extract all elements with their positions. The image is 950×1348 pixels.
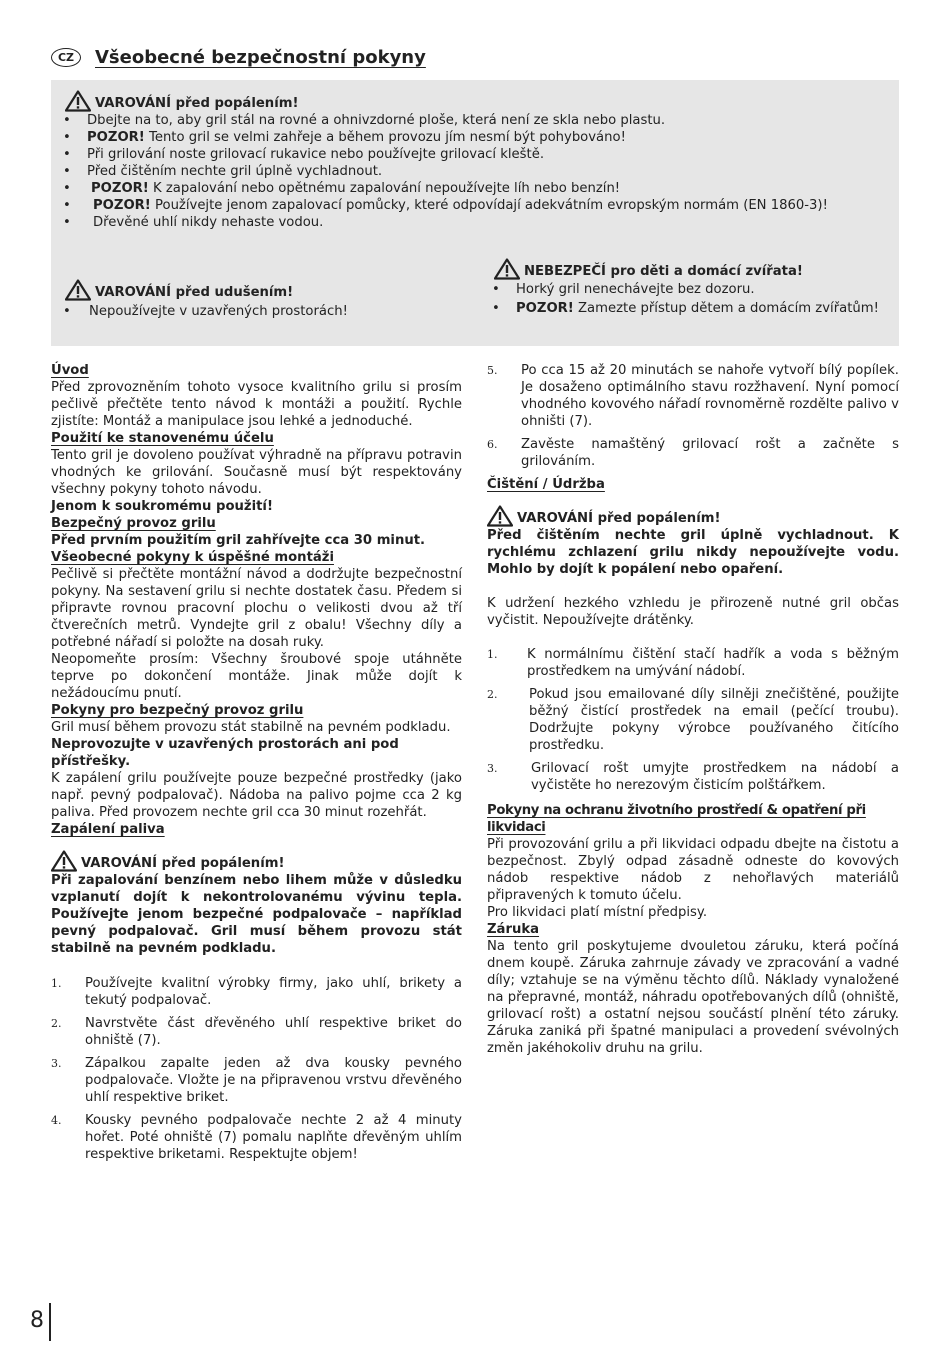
steps-list (51, 975, 462, 1163)
list-item: 3. Grilovací rošt umyjte prostředkem na nádobí a vyčistěte ho nerezovým čisticím polštářkem. (487, 761, 899, 793)
left-column (51, 362, 462, 1169)
paragraph-bold: Neprovozujte v uzavřených prostorách ani pod přístřešky. (51, 737, 399, 769)
section-heading: Použití ke stanovenému účelu (51, 431, 274, 446)
section-heading: Zapálení paliva (51, 822, 165, 837)
safety-box (51, 80, 899, 346)
list-item: • Před čištěním nechte gril úplně vychladnout. (51, 163, 885, 180)
warning-icon (487, 505, 513, 527)
list-item: • Při grilování noste grilovací rukavice nebo používejte grilovací kleště. (51, 146, 885, 163)
section-heading: Čištění / Údržba (487, 477, 605, 492)
list-item: 4. Kousky pevného podpalovače nechte 2 až 4 minuty hořet. Poté ohniště (7) pomalu naplňte dřevěným uhlím respektive briketami. Respektujte objem! (51, 1113, 462, 1162)
list-item: 3. Zápalkou zapalte jeden až dva kousky pevného podpalovače. Vložte je na připravenou vrstvu dřevěného uhlí respektive briket. (51, 1056, 462, 1105)
list-item: 6. Zavěste namaštěný grilovací rošt a začněte s grilováním. (487, 437, 899, 469)
list-item: 2. Navrstvěte část dřevěného uhlí respektive briket do ohniště (7). (51, 1016, 462, 1048)
paragraph-bold: Před prvním použitím gril zahřívejte cca 30 minut. (51, 533, 426, 548)
section-heading: Všeobecné pokyny k úspěšné montáži (51, 550, 334, 565)
section-heading: Úvod (51, 363, 89, 378)
list-item: 5. Po cca 15 až 20 minutách se nahoře vytvoří bílý popílek. Je dosaženo optimálního stavu rozžhavení. Nyní pomocí vhodného kovového nářadí rovnoměrně rozdělte palivo v ohništi (7). (487, 363, 899, 429)
paragraph-bold: Jenom k soukromému použití! (51, 499, 273, 514)
list-item: • POZOR! K zapalování nebo opětnému zapalování nepoužívejte líh nebo benzín! (51, 180, 885, 197)
warning-icon (494, 258, 520, 280)
list-item: • Nepoužívejte v uzavřených prostorách! (51, 303, 465, 320)
section-heading: Bezpečný provoz grilu (51, 516, 216, 531)
right-column (487, 362, 899, 1057)
language-badge: CZ (51, 48, 81, 67)
paragraph: K udržení hezkého vzhledu je přirozeně nutné gril občas vyčistit. Nepoužívejte drátěnky. (487, 596, 899, 628)
list-item: • Dbejte na to, aby gril stál na rovné a ohnivzdorné ploše, která není ze skla nebo plastu. (51, 112, 885, 129)
warning-icon (65, 90, 91, 112)
list-item: • POZOR! Zamezte přístup dětem a domácím zvířatům! (480, 300, 894, 317)
list-item: 1. K normálnímu čištění stačí hadřík a voda s běžným prostředkem na umývání nádobí. (487, 647, 899, 679)
section-heading: Pokyny pro bezpečný provoz grilu (51, 703, 304, 718)
section-heading: Pokyny na ochranu životního prostředí & opatření při likvidaci (487, 803, 866, 835)
warning-title: VAROVÁNÍ před popálením! (95, 96, 299, 111)
paragraph-bold: Před čištěním nechte gril úplně vychladnout. K rychlému zchlazení grilu nikdy nepoužívejte vodu. Mohlo by dojít k popálení nebo opaření. (487, 528, 899, 577)
page-header (51, 48, 426, 67)
cleaning-steps-list (487, 646, 899, 794)
warning-icon (65, 279, 91, 301)
page-number: 8 (30, 1308, 44, 1333)
warning-burn (65, 90, 885, 231)
paragraph: Tento gril je dovoleno používat výhradně na přípravu potravin vhodných ke grilování. Současně musí být respektovány všechny pokyny tohoto návodu. (51, 448, 462, 497)
paragraph: Při provozování grilu a při likvidaci odpadu dbejte na čistotu a bezpečnost. Zbylý odpad zásadně odneste do kovových nádob respektive nádob z nehořlavých materiálů připravených k tomuto účelu. (487, 837, 899, 903)
warning-title: VAROVÁNÍ před popálením! (517, 511, 721, 526)
warning-children (494, 258, 894, 317)
list-item: • Dřevěné uhlí nikdy nehaste vodou. (51, 214, 885, 231)
paragraph: Neopomeňte prosím: Všechny šroubové spoje utáhněte teprve po dokončení montáže. Jinak může dojít k nežádoucímu pnutí. (51, 652, 462, 701)
list-item: • POZOR! Tento gril se velmi zahřeje a během provozu jím nesmí být pohybováno! (51, 129, 885, 146)
page-title: Všeobecné bezpečnostní pokyny (95, 47, 426, 68)
paragraph: Pečlivě si přečtěte montážní návod a dodržujte bezpečnostní pokyny. Na sestavení grilu si nechte dostatek času. Předem si připravte rovnou pracovní plochu o velikosti dvou až tří čtverečních metrů. Vyndejte gril z obalu! Všechny díly a potřebné nářadí si položte na dosah ruky. (51, 567, 462, 650)
section-heading: Záruka (487, 922, 540, 937)
warning-icon (51, 850, 77, 872)
paragraph: Na tento gril poskytujeme dvouletou záruku, která počíná dnem koupě. Záruka zahrnuje závady ve zpracování a vadné díly; vztahuje se na výměnu těchto dílů. Náklady vynaložené na přepravné, montáž, náhradu opotřebovaných dílů (ohniště, grilovací rošt) a ostatní nejsou součástí plnění této záruky. Záruka zaniká při špatné manipulaci a provedení svévolných změn jakéhokoliv druhu na grilu. (487, 939, 899, 1056)
steps-list (487, 362, 899, 470)
paragraph: Před zprovozněním tohoto vysoce kvalitního grilu si prosím pečlivě přečtěte tento návod k montáži a použití. Rychle zjistíte: Montáž a manipulace jsou lehké a jednoduché. (51, 380, 462, 429)
list-item: • Horký gril nenechávejte bez dozoru. (480, 281, 894, 298)
warning-title: NEBEZPEČÍ pro děti a domácí zvířata! (524, 264, 803, 279)
warning-title: VAROVÁNÍ před popálením! (81, 856, 285, 871)
list-item: 2. Pokud jsou emailované díly silněji znečištěné, použijte běžný čistící prostředek na email (pečící troubu). Dodržujte pokyny výrobce používaného čitícího prostředku. (487, 687, 899, 753)
list-item: • POZOR! Používejte jenom zapalovací pomůcky, které odpovídají adekvátním evropským normám (EN 1860-3)! (51, 197, 885, 214)
paragraph: Gril musí během provozu stát stabilně na pevném podkladu. (51, 720, 451, 735)
paragraph: K zapálení grilu používejte pouze bezpečné prostředky (jako např. pevný podpalovač). Nádoba na palivo pojme cca 2 kg paliva. Před provozem nechte gril cca 30 minut rozehřát. (51, 771, 462, 820)
warning-title: VAROVÁNÍ před udušením! (95, 285, 294, 300)
list-item: 1. Používejte kvalitní výrobky firmy, jako uhlí, brikety a tekutý podpalovač. (51, 976, 462, 1008)
page-number-divider (49, 1303, 51, 1341)
warning-suffocation (65, 279, 465, 320)
paragraph: Pro likvidaci platí místní předpisy. (487, 905, 708, 920)
paragraph-bold: Při zapalování benzínem nebo lihem může v důsledku vzplanutí dojít k nekontrolovanému vývinu tepla. Používejte jenom bezpečné podpalovače – například pevný podpalovač. Gril musí během provozu stát stabilně na pevném podkladu. (51, 873, 462, 956)
